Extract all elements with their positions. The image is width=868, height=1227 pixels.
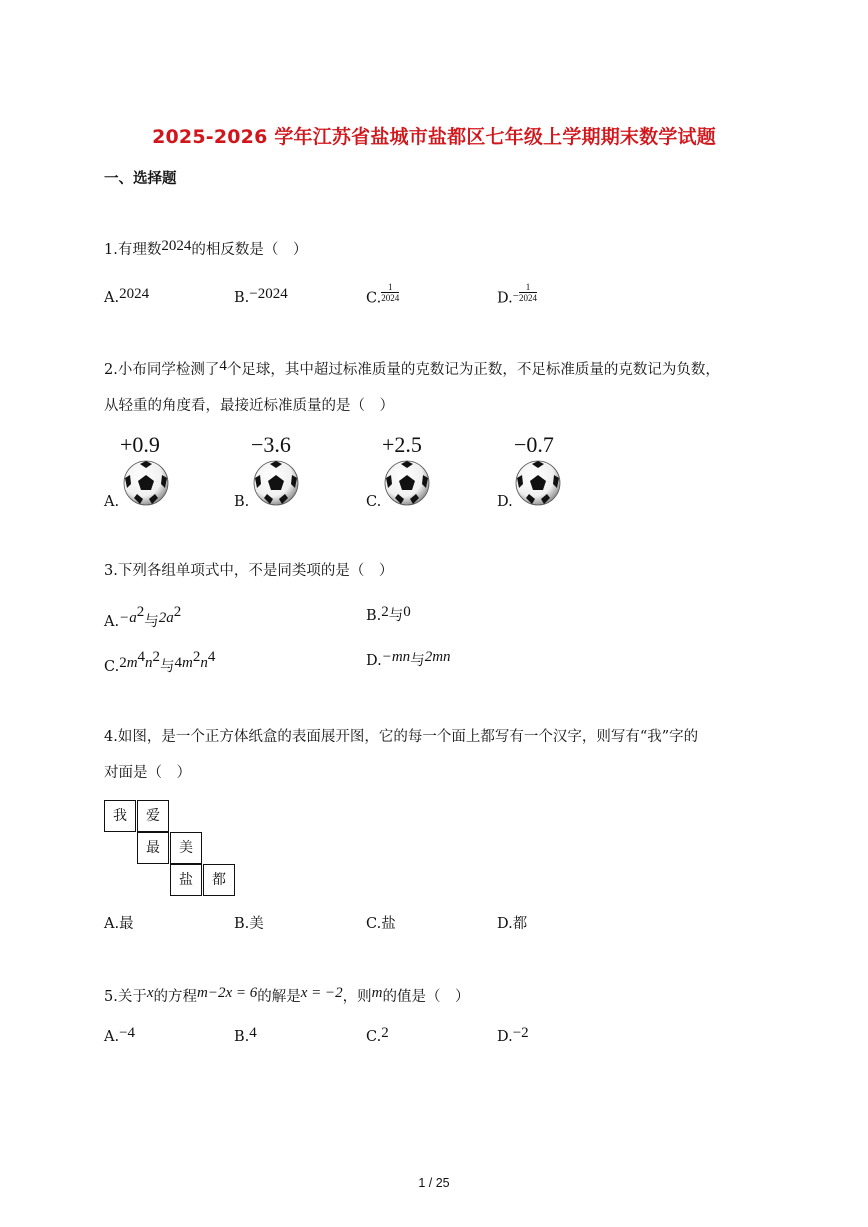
q2-text-b: 个足球，其中超过标准质量的克数记为正数，不足标准质量的克数记为负数，	[226, 362, 720, 378]
exponent: 2	[173, 604, 182, 620]
option-value: 盐	[381, 916, 396, 932]
q3-option-a	[104, 606, 181, 632]
net-cell: 最	[137, 832, 169, 864]
coefficient: 2	[119, 654, 127, 671]
term: −mn	[381, 649, 411, 665]
question-2-line-2: 从轻重的角度看，最接近标准质量的是（ ）	[104, 398, 394, 414]
q2-option-b	[234, 432, 314, 512]
q1-text-a: 1.有理数	[104, 242, 162, 258]
variable: n	[145, 654, 153, 671]
exponent: 2	[152, 649, 161, 665]
option-label: A.	[104, 494, 120, 510]
option-label: C.	[366, 494, 382, 510]
option-label: D.	[497, 290, 513, 307]
option-value: 2024	[119, 286, 150, 302]
q5-text-b: 的方程	[153, 989, 198, 1005]
option-label: A.	[104, 613, 120, 630]
variable: x	[146, 985, 154, 1001]
ball-value: +2.5	[382, 432, 422, 457]
option-label: B.	[234, 494, 250, 510]
option-value: 2	[381, 1025, 389, 1041]
term: 0	[403, 604, 411, 620]
option-label: A.	[104, 290, 120, 306]
question-4-line-2: 对面是（ ）	[104, 765, 191, 781]
option-label: D.	[497, 1029, 513, 1045]
option-label: B.	[366, 608, 382, 624]
q2-text-a: 2.小布同学检测了	[104, 362, 220, 378]
ball-value: −0.7	[514, 432, 554, 457]
q1-option-d	[497, 282, 537, 310]
ball-value: −3.6	[251, 432, 291, 457]
fraction-numerator: 1	[519, 282, 537, 293]
option-label: B.	[234, 1029, 250, 1045]
conjunction: 与	[410, 653, 425, 669]
term: −a	[119, 609, 137, 626]
net-cell: 都	[203, 864, 235, 896]
q5-text-c: 的解是	[257, 989, 301, 1005]
q5-option-a	[104, 1027, 135, 1047]
exponent: 2	[136, 604, 145, 620]
option-label: C.	[366, 1029, 382, 1045]
option-label: C.	[104, 658, 120, 675]
option-value: 都	[512, 916, 528, 932]
exponent: 4	[137, 649, 146, 665]
option-label: C.	[366, 916, 382, 932]
section-heading: 一、选择题	[104, 171, 177, 187]
q3-option-d	[366, 651, 451, 671]
q1-number: 2024	[161, 238, 192, 254]
option-value: −4	[119, 1025, 136, 1041]
soccer-ball-icon	[123, 460, 169, 506]
exponent: 2	[192, 649, 201, 665]
q4-option-b	[234, 914, 264, 934]
q2-number: 4	[219, 358, 227, 374]
solution: x = −2	[300, 985, 343, 1001]
option-label: D.	[497, 494, 513, 510]
soccer-ball-icon	[384, 460, 430, 506]
variable: m	[126, 654, 138, 671]
q1-option-c	[366, 282, 400, 309]
option-value: 最	[119, 916, 134, 932]
conjunction: 与	[160, 658, 175, 675]
option-label: D.	[497, 916, 513, 932]
q3-option-c	[104, 651, 215, 677]
soccer-ball-icon	[515, 460, 561, 506]
option-label: A.	[104, 916, 120, 932]
coefficient: 4	[174, 654, 183, 671]
q2-option-d	[497, 432, 577, 512]
variable: m	[182, 654, 193, 671]
ball-value: +0.9	[120, 432, 160, 457]
net-cell: 盐	[170, 864, 202, 896]
option-value: −2	[512, 1025, 529, 1041]
net-cell: 爱	[137, 800, 169, 832]
q4-option-a	[104, 914, 134, 934]
option-value: 美	[249, 916, 264, 932]
q2-option-c	[366, 432, 446, 512]
q3-option-b	[366, 606, 411, 626]
fraction-denominator: 2024	[518, 293, 537, 303]
variable: n	[200, 654, 208, 671]
variable: m	[371, 985, 383, 1001]
option-label: A.	[104, 1029, 120, 1045]
option-label: B.	[234, 290, 250, 306]
option-label: D.	[366, 653, 382, 669]
question-3-stem: 3.下列各组单项式中，不是同类项的是（ ）	[104, 563, 394, 579]
term: 2mn	[424, 649, 451, 665]
equation: m−2x = 6	[197, 985, 258, 1001]
conjunction: 与	[388, 608, 404, 624]
page-title: 2025-2026 学年江苏省盐城市盐都区七年级上学期期末数学试题	[152, 126, 716, 148]
question-4-line-1: 4.如图，是一个正方体纸盒的表面展开图，它的每一个面上都写有一个汉字，则写有“我”字的	[104, 729, 699, 745]
q5-option-d	[497, 1027, 529, 1047]
net-cell: 我	[104, 800, 136, 832]
q2-option-a	[104, 432, 184, 512]
minus-sign: −	[512, 289, 519, 302]
q5-text-e: 的值是（ ）	[382, 989, 470, 1005]
q1-option-b	[234, 288, 288, 308]
q5-option-b	[234, 1027, 257, 1047]
q5-text-a: 5.关于	[104, 989, 147, 1005]
soccer-ball-icon	[253, 460, 299, 506]
fraction	[519, 282, 537, 303]
option-label: C.	[366, 290, 382, 307]
conjunction: 与	[144, 613, 159, 630]
q4-option-d	[497, 914, 527, 934]
exponent: 4	[207, 649, 216, 665]
page-number: 1 / 25	[418, 1176, 450, 1190]
q5-text-d: ，则	[342, 989, 372, 1005]
q4-option-c	[366, 914, 396, 934]
question-1-stem	[104, 240, 307, 260]
fraction	[381, 282, 399, 303]
term: 2a	[158, 609, 174, 626]
fraction-denominator: 2024	[381, 293, 400, 303]
q1-option-a	[104, 288, 149, 308]
option-value: 4	[249, 1025, 257, 1041]
fraction-numerator: 1	[381, 282, 399, 293]
term: 2	[381, 604, 389, 620]
q5-option-c	[366, 1027, 389, 1047]
net-cell: 美	[170, 832, 202, 864]
question-5-stem	[104, 987, 470, 1007]
q1-text-b: 的相反数是（ ）	[191, 242, 308, 258]
option-value: −2024	[249, 286, 288, 302]
question-2-line-1	[104, 360, 720, 380]
option-label: B.	[234, 916, 250, 932]
